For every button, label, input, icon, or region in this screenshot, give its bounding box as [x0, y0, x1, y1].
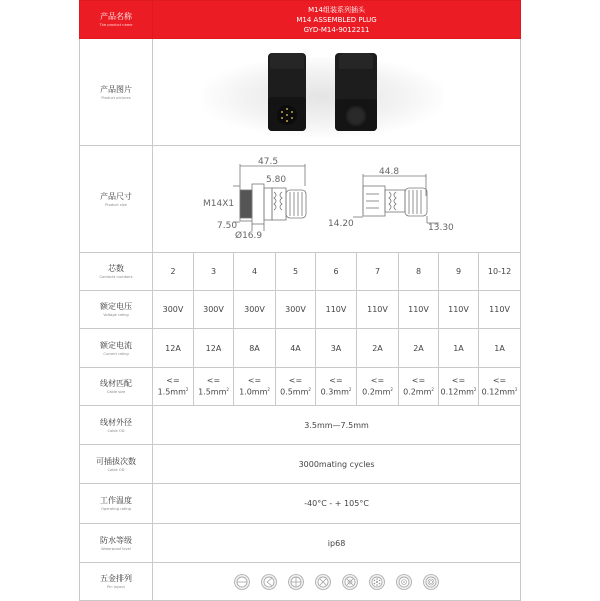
product-size-label	[80, 146, 153, 253]
voltage-label	[80, 291, 153, 329]
male-plug-image	[268, 53, 306, 131]
pin-layout-5-icon	[315, 574, 331, 590]
product-name-row	[80, 1, 521, 39]
label-cn: 芯数	[108, 264, 124, 273]
waterproof-row	[80, 524, 521, 563]
contacts-value: 10-12	[479, 253, 521, 291]
label-en: Cable OD	[107, 427, 125, 433]
current-value: 12A	[153, 329, 194, 368]
label-en: Cable size	[106, 389, 126, 394]
voltage-row	[80, 291, 521, 329]
spec-table	[79, 0, 521, 601]
label-cn: 额定电流	[100, 340, 132, 350]
label-en: Product size	[105, 201, 127, 207]
label-en: Voltage rating	[103, 312, 129, 317]
label-cn: 产品尺寸	[100, 191, 132, 201]
temperature-label	[80, 484, 153, 524]
product-title-en: M14 ASSEMBLED PLUG	[296, 15, 377, 24]
pin-layout-4-icon	[288, 574, 304, 590]
voltage-value: 110V	[439, 291, 479, 329]
current-value: 8A	[234, 329, 276, 368]
label-en: Product pictures	[101, 94, 131, 100]
contacts-value: 8	[399, 253, 439, 291]
voltage-value: 110V	[479, 291, 521, 329]
label-cn: 产品名称	[100, 12, 132, 21]
dim-male-thread-len: 7.50	[217, 221, 238, 231]
label-en: Contacts numbers	[99, 274, 133, 279]
current-value: 1A	[439, 329, 479, 368]
mating-cycles-value: 3000mating cycles	[153, 445, 521, 484]
cable-match-label	[80, 368, 153, 406]
label-en: Cable OD	[107, 466, 125, 472]
pin-layout-cell	[153, 563, 521, 601]
cable-match-value: <= $0.2mm^2$	[357, 368, 399, 406]
pin-layout-row	[80, 563, 521, 601]
cable-match-value: <= $0.2mm^2$	[399, 368, 439, 406]
cable-match-value: <= $0.12mm^2$	[439, 368, 479, 406]
pin-layout-3-icon	[261, 574, 277, 590]
waterproof-label	[80, 524, 153, 563]
voltage-value: 300V	[153, 291, 194, 329]
cable-match-value: <= $0.3mm^2$	[316, 368, 357, 406]
dim-female-left: 14.20	[328, 219, 354, 229]
current-row	[80, 329, 521, 368]
current-value: 2A	[399, 329, 439, 368]
temperature-row	[80, 484, 521, 524]
current-value: 3A	[316, 329, 357, 368]
current-label	[80, 329, 153, 368]
cable-match-value: <= $1.0mm^2$	[234, 368, 276, 406]
product-pictures-label	[80, 39, 153, 146]
cable-od-value: 3.5mm—7.5mm	[153, 406, 521, 445]
cable-match-value: <= $1.5mm^2$	[194, 368, 234, 406]
label-cn: 工作温度	[100, 496, 132, 505]
label-cn: 线材外径	[100, 417, 132, 427]
label-cn: 产品图片	[100, 84, 132, 94]
product-model: GYD-M14-9012211	[303, 25, 370, 34]
label-en: Current rating	[103, 350, 129, 356]
dim-male-length: 47.5	[258, 157, 279, 167]
voltage-value: 300V	[194, 291, 234, 329]
product-size-row	[80, 146, 521, 253]
contacts-value: 6	[316, 253, 357, 291]
contacts-value: 9	[439, 253, 479, 291]
current-value: 1A	[479, 329, 521, 368]
dim-male-thread: M14X1	[203, 199, 235, 209]
product-title-cell	[153, 1, 521, 39]
contacts-value: 7	[357, 253, 399, 291]
mating-cycles-label	[80, 445, 153, 484]
female-socket-image	[335, 53, 377, 131]
cable-match-value: <= $1.5mm^2$	[153, 368, 194, 406]
pin-layout-label	[80, 563, 153, 601]
current-value: 4A	[276, 329, 316, 368]
label-en: Operating rating	[101, 506, 131, 511]
contacts-value: 5	[276, 253, 316, 291]
label-en: Waterproof level	[101, 545, 131, 551]
current-value: 2A	[357, 329, 399, 368]
product-photo	[153, 39, 520, 145]
cable-match-row	[80, 368, 521, 406]
contacts-row	[80, 253, 521, 291]
pin-layout-9-icon	[423, 574, 439, 590]
cable-match-value: <= $0.5mm^2$	[276, 368, 316, 406]
voltage-value: 110V	[399, 291, 439, 329]
label-cn: 可插拔次数	[96, 456, 136, 466]
cable-od-row	[80, 406, 521, 445]
dim-female-right: 13.30	[428, 223, 454, 233]
pin-layout-6-icon	[342, 574, 358, 590]
product-name-label	[80, 1, 153, 39]
cable-od-label	[80, 406, 153, 445]
temperature-value: -40°C - + 105°C	[153, 484, 521, 524]
voltage-value: 300V	[234, 291, 276, 329]
voltage-value: 110V	[316, 291, 357, 329]
waterproof-value: ip68	[153, 524, 521, 563]
voltage-value: 300V	[276, 291, 316, 329]
label-en: The product name	[99, 22, 133, 27]
dim-male-width: 5.80	[266, 175, 287, 185]
pin-layout-7-icon	[369, 574, 385, 590]
label-cn: 线材匹配	[100, 379, 132, 388]
pin-layout-8-icon	[396, 574, 412, 590]
dimension-drawing-cell	[153, 146, 521, 253]
dim-female-length: 44.8	[379, 167, 400, 177]
contacts-value: 3	[194, 253, 234, 291]
product-pictures-row	[80, 39, 521, 146]
product-photo-cell	[153, 39, 521, 146]
contacts-label	[80, 253, 153, 291]
voltage-value: 110V	[357, 291, 399, 329]
dim-male-dia: Ø16.9	[235, 231, 263, 241]
contacts-value: 2	[153, 253, 194, 291]
dimension-drawing	[153, 146, 520, 252]
label-en: Pin layout	[107, 584, 125, 589]
contacts-value: 4	[234, 253, 276, 291]
label-cn: 五金排列	[100, 574, 132, 583]
pin-layout-2-icon	[234, 574, 250, 590]
product-title-cn: M14组装系列插头	[308, 5, 366, 14]
mating-cycles-row	[80, 445, 521, 484]
cable-match-value: <= $0.12mm^2$	[479, 368, 521, 406]
spec-sheet	[79, 0, 520, 600]
label-cn: 防水等级	[100, 535, 132, 545]
label-cn: 额定电压	[100, 302, 132, 311]
current-value: 12A	[194, 329, 234, 368]
